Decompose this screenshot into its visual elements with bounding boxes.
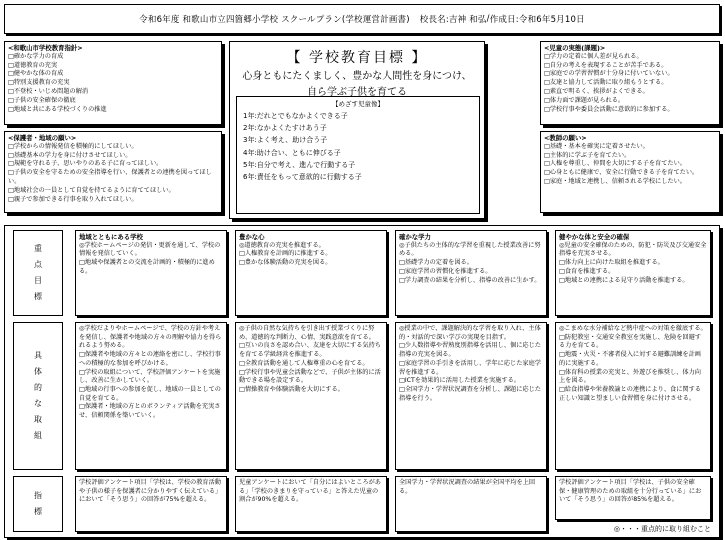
action-item: □学校の取組について、学校評価アンケートを実施し、改善に生かしていく。 (79, 368, 221, 385)
column-title: 豊かな心 (239, 233, 265, 241)
row-label-text: な (34, 399, 42, 408)
list-item: □自分の考えを表現することが苦手である。 (544, 61, 668, 69)
action-item: □少人数指導や習熟度別指導を活用し、個に応じた指導の充実を図る。 (399, 342, 541, 359)
ideal-student-item: 2年:なかよくたすけあう子 (243, 124, 327, 133)
list-item: □子供の安全を守るための安全指導を行い、保護者との連携を図ってほしい。 (8, 169, 212, 185)
action-item: □地域の行事への参加を促し、地域の一員としての自覚を育てる。 (79, 385, 221, 402)
goal-item: ◎学校ホームページの発信・更新を通して、学校の情報を発信していく。 (79, 241, 221, 258)
list-item: □友達と協力して活動に取り組もうとする。 (544, 79, 668, 87)
policy-box (4, 41, 222, 125)
ideal-student-item: 4年:助け合い、ともに伸びる子 (243, 148, 341, 157)
goal-item: ◎子供たちの主体的な学習を重視した授業改善に努める。 (399, 241, 541, 258)
goal-cell-community (75, 230, 227, 316)
row-label-text: 取 (34, 415, 42, 424)
row-label-text: 標 (34, 507, 42, 516)
list-item: □確かな学力の育成 (8, 52, 64, 60)
goal-item: ◎児童の安全確保のための、防犯・防災及び交通安全指導を充実させる。 (559, 241, 707, 258)
row-label-text: 体 (34, 367, 42, 376)
indicator-cell-academics (395, 476, 547, 532)
goal-cell-health-safety (555, 230, 711, 316)
indicator-text: 学校評価アンケート項目「学校は、子供の安全確保・健康管理のための取組を十分行っている」において「そう思う」の回答が85%を超える。 (559, 479, 702, 504)
action-item: □保護者や地域の方々との連絡を密にし、学校行事への積極的な参加を呼びかける。 (79, 351, 221, 367)
row-label-text: 標 (34, 292, 42, 301)
indicator-cell-health-safety (555, 476, 711, 520)
goal-item: □体力向上に向けた取組を推進する。 (559, 259, 664, 267)
list-item: □学校からの情報発信を積極的にしてほしい。 (8, 142, 138, 150)
list-item: □道徳教育の充実 (8, 61, 58, 69)
indicator-text: 学校評価アンケート項目「学校は、学校の教育活動や子供の様子を保護者に分かりやすく伝えている」において「そう思う」の回答が75%を超える。 (79, 479, 222, 504)
header-separator: / (486, 14, 490, 24)
teacher-wishes-box (540, 131, 720, 213)
ideal-student-title: 【めざす児童像】 (332, 100, 384, 108)
row-label-text: 的 (34, 383, 42, 392)
action-item: ◎授業の中で、課題解決的な学習を取り入れ、主体的・対話的で深い学びの実現を目指す。 (399, 325, 541, 341)
goal-item: □学力調査の結果を分析し、指導の改善に生かす。 (399, 276, 541, 284)
plan-grid (4, 225, 720, 538)
list-item: □特別支援教育の充実 (8, 79, 70, 87)
row-label-priority-goals (13, 230, 63, 316)
row-label-text: 指 (34, 491, 42, 500)
list-item: □体力面で課題が見られる。 (544, 96, 625, 104)
action-item: □ICTを効果的に活用した授業を実施する。 (399, 377, 520, 385)
student-status-title: <児童の実態(課題)> (544, 44, 606, 52)
teacher-wishes-title: <教師の願い> (544, 134, 587, 142)
ideal-student-box (236, 96, 480, 214)
list-item: □規範を守れる子、思いやりのある子に育ってほしい。 (8, 160, 163, 168)
goal-cell-academics (395, 230, 547, 316)
goal-title: 【 学校教育目標 】 (286, 50, 428, 66)
action-item: □地震・火災・不審者侵入に対する避難訓練を計画的に実施する。 (559, 351, 701, 367)
list-item: □基礎・基本を確実に定着させたい。 (544, 142, 649, 150)
action-item: □全教育活動を通して人権尊重の心を育てる。 (239, 359, 369, 367)
list-item: □家庭での学習習慣が十分身に付いていない。 (544, 70, 674, 78)
list-item: □家庭・地域と連携し、信頼される学校にしたい。 (544, 177, 686, 185)
goal-line-1: 心身ともにたくましく、豊かな人間性を身につけ、 (242, 71, 472, 82)
actions-cell-community (75, 322, 227, 470)
action-item: □給食指導や栄養教諭との連携により、食に関する正しい知識と望ましい食習慣を身に付けさせる。 (559, 385, 701, 402)
ideal-student-item: 3年:よく考え、助け合う子 (243, 136, 328, 145)
header-created-date: 作成日:令和6年5月10日 (489, 15, 585, 25)
action-item: ◎こまめな水分補給など熱中症への対策を徹底する。 (559, 325, 707, 332)
header-title: 令和6年度 和歌山市立四箇郷小学校 スクールプラン(学校運営計画書) (139, 15, 410, 25)
row-label-text: 具 (34, 351, 42, 360)
row-label-indicators (13, 476, 63, 532)
list-item: □心身ともに健康で、安全に行動できる子を育てたい。 (544, 169, 699, 177)
header-principal: 校長名:吉神 和弘 (419, 15, 487, 25)
goal-item: □人権教育を計画的に推進する。 (239, 250, 332, 258)
goal-item: ◎道徳教育の充実を推進する。 (239, 241, 325, 249)
parents-wishes-title: <保護者・地域の願い> (8, 134, 77, 142)
indicator-text: 児童アンケートにおいて「自分にはよいところがある」「学校のきまりを守っている」と答えた児童の割合が90%を超える。 (239, 479, 381, 504)
action-item: □体育科の授業の充実と、外遊びを推奨し、体力向上を図る。 (559, 368, 701, 385)
list-item: □学力の定着に個人差が見られる。 (544, 52, 643, 60)
row-label-text: 点 (34, 260, 42, 269)
actions-cell-academics (395, 322, 547, 470)
action-item: □防犯教室・交通安全教室を実施し、危険を回避する力を育てる。 (559, 333, 701, 350)
list-item: □素直で明るく、挨拶がよくできる。 (544, 87, 649, 95)
action-item: □全国学力・学習状況調査を分析し、課題に応じた指導を行う。 (399, 385, 541, 402)
action-item: □情操教育や体験活動を大切にする。 (239, 385, 344, 393)
goal-item: □基礎学力の定着を図る。 (399, 259, 473, 267)
list-item: □子供の安全確保の徹底 (8, 96, 76, 104)
goal-cell-heart (235, 230, 387, 316)
ideal-student-item: 5年:自分で考え、進んで行動する子 (243, 160, 356, 169)
row-label-text: 目 (34, 276, 42, 285)
list-item: □親子で参加できる行事を取り入れてほしい。 (8, 195, 138, 203)
row-label-actions (13, 322, 63, 470)
goal-item: □食育を推進する。 (559, 267, 615, 275)
list-item: □地域と共にある学校づくりの推進 (8, 105, 107, 113)
school-goal-box (229, 41, 485, 219)
list-item: □学校行事や委員会活動に意欲的に参加する。 (544, 105, 674, 113)
parents-wishes-box (4, 131, 222, 213)
indicator-cell-community (75, 476, 227, 532)
list-item: □健やかな体の育成 (8, 70, 64, 78)
action-item: ◎子供の自然な気持ちを引き出す授業づくりに努め、道徳的な判断力、心情、実践意欲を育てる。 (239, 325, 375, 341)
goal-item: □地域や保護者との交流を計画的・積極的に進める。 (79, 259, 215, 275)
footnote: ◎・・・重点的に取り組むこと (613, 525, 711, 533)
list-item: □人権を尊重し、仲間を大切にする子を育てたい。 (544, 160, 686, 168)
goal-item: □地域との連携による見守り活動を推進する。 (559, 276, 689, 284)
action-item: □家庭学習の手引きを活用し、学年に応じた家庭学習を推進する。 (399, 359, 541, 376)
ideal-student-item: 1年:だれとでもなかよくできる子 (243, 112, 348, 120)
action-item: □保護者・地域の方とのボランティア活動を充実させ、信頼関係を築いていく。 (79, 403, 221, 420)
action-item: □互いの良さを認め合い、友達を大切にする気持ちを育てる学級経営を推進する。 (239, 342, 381, 359)
list-item: □主体的に学ぶ子を育てたい。 (544, 151, 631, 159)
row-label-text: 組 (34, 431, 42, 440)
list-item: □不登校・いじめ問題の解消 (8, 87, 89, 95)
list-item: □基礎基本の学力を身に付けさせてほしい。 (8, 151, 132, 159)
list-item: □地域社会の一員として自覚を持てるように育ててほしい。 (8, 186, 175, 194)
goal-line-2: 自ら学ぶ子供を育てる (307, 87, 407, 98)
action-item: ◎学校だよりやホームページで、学校の方針や考えを発信し、保護者や地域の方々の理解や協力を得られるよう努める。 (79, 325, 222, 350)
row-label-text: 重 (34, 244, 42, 253)
actions-cell-health-safety (555, 322, 711, 470)
ideal-student-item: 6年:責任をもって意欲的に行動する子 (243, 173, 362, 182)
student-status-box (540, 41, 720, 125)
goal-item: □家庭学習の習慣化を推進する。 (399, 267, 492, 275)
policy-box-title: <和歌山市学校教育指針> (8, 44, 83, 52)
column-title: 地域とともにある学校 (79, 233, 143, 241)
goal-item: □豊かな体験活動の充実を図る。 (239, 259, 332, 267)
indicator-cell-heart (235, 476, 387, 532)
header-bar (4, 4, 720, 34)
indicator-text: 全国学力・学習状況調査の結果が全国平均を上回る。 (399, 479, 536, 495)
column-title: 健やかな体と安全の確保 (559, 233, 630, 241)
column-title: 確かな学力 (399, 233, 431, 241)
actions-cell-heart (235, 322, 387, 470)
action-item: □学校行事や児童会活動などで、子供が主体的に活動できる場を設定する。 (239, 368, 381, 385)
